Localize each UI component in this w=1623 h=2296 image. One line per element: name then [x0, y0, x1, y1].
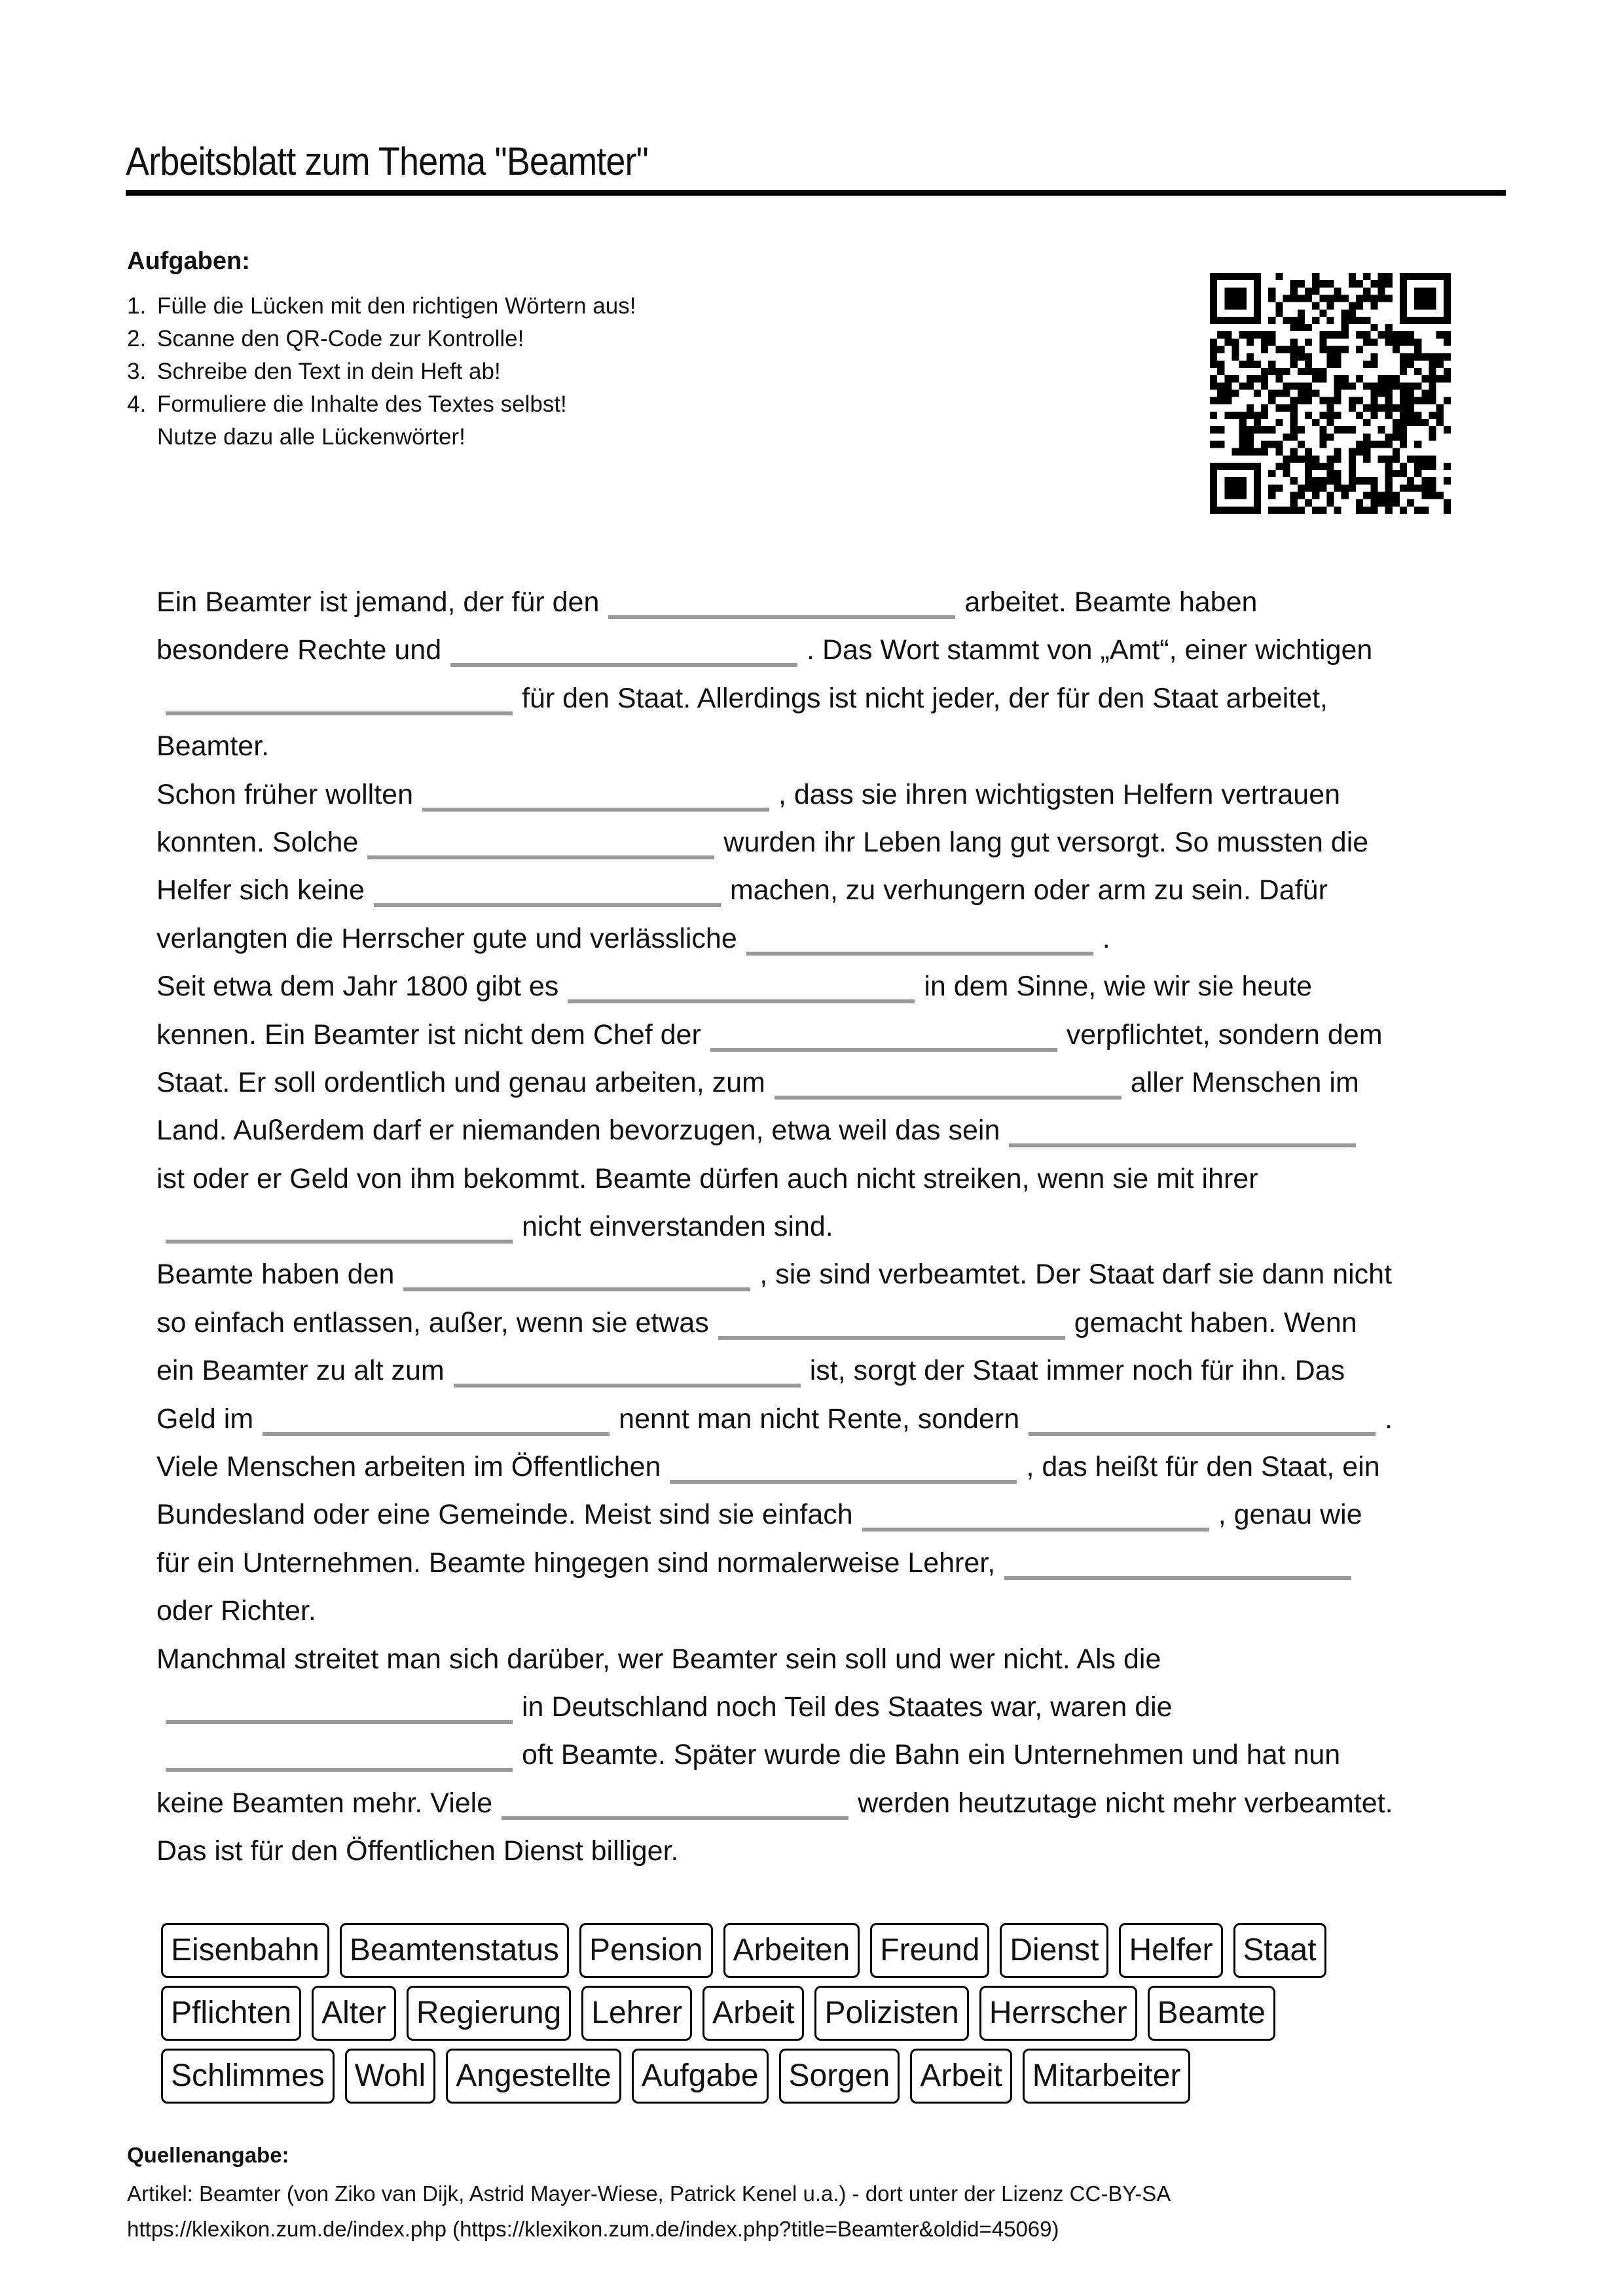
text-segment: Viele Menschen arbeiten im Öffentlichen	[156, 1451, 661, 1483]
text-segment: wurden ihr Leben lang gut versorgt. So mussten die	[723, 826, 1369, 858]
task-continuation: Nutze dazu alle Lückenwörter!	[157, 424, 465, 450]
text-segment: , sie sind verbeamtet. Der Staat darf sie dann nicht	[759, 1259, 1393, 1291]
text-segment: aller Menschen im	[1130, 1066, 1359, 1098]
word-bank-row	[161, 1986, 1326, 2041]
text-segment: nennt man nicht Rente, sondern	[619, 1403, 1020, 1435]
text-line	[156, 1780, 1393, 1827]
text-line	[156, 579, 1393, 626]
text-line	[156, 1347, 1393, 1395]
word-card[interactable]: Freund	[870, 1923, 989, 1978]
source-line-url: https://klexikon.zum.de/index.php (https://klexikon.zum.de/index.php?title=Beamter&oldid=45069)	[127, 2217, 1059, 2241]
text-segment: ein Beamter zu alt zum	[156, 1355, 445, 1387]
text-segment: oft Beamte. Später wurde die Bahn ein Unternehmen und hat nun	[522, 1739, 1341, 1771]
word-card[interactable]: Eisenbahn	[161, 1923, 329, 1978]
text-line	[156, 1251, 1393, 1299]
text-line	[156, 1636, 1393, 1683]
text-segment: , genau wie	[1218, 1499, 1362, 1531]
blank-field[interactable]	[501, 1790, 848, 1820]
text-segment: . Das Wort stammt von „Amt“, einer wichtigen	[807, 634, 1373, 666]
blank-field[interactable]	[422, 781, 769, 812]
task-number: 4.	[127, 391, 147, 417]
task-text: Formuliere die Inhalte des Textes selbst!	[157, 391, 567, 417]
task-item	[127, 388, 636, 454]
text-segment: Staat. Er soll ordentlich und genau arbeiten, zum	[156, 1066, 765, 1098]
text-segment: , das heißt für den Staat, ein	[1026, 1451, 1380, 1483]
text-segment: ist oder er Geld von ihm bekommt. Beamte dürfen auch nicht streiken, wenn sie mit ihrer	[156, 1162, 1258, 1194]
text-segment: , dass sie ihren wichtigsten Helfern vertrauen	[778, 778, 1341, 810]
word-card[interactable]: Alter	[312, 1986, 396, 2041]
text-line	[156, 1827, 1393, 1875]
cloze-text	[156, 579, 1393, 1876]
text-line	[156, 675, 1393, 723]
task-item	[127, 290, 636, 323]
text-line	[156, 1587, 1393, 1635]
text-segment: .	[1385, 1403, 1393, 1435]
text-line	[156, 1011, 1393, 1059]
task-list	[127, 290, 636, 454]
text-segment: .	[1102, 922, 1110, 954]
text-segment: Land. Außerdem darf er niemanden bevorzugen, etwa weil das sein	[156, 1115, 1000, 1147]
task-item	[127, 355, 636, 388]
word-card[interactable]: Sorgen	[779, 2049, 900, 2104]
blank-field[interactable]	[568, 973, 915, 1003]
word-card[interactable]: Herrscher	[979, 1986, 1137, 2041]
word-card[interactable]: Arbeit	[910, 2049, 1012, 2104]
source-line-article: Artikel: Beamter (von Ziko van Dijk, Astrid Mayer-Wiese, Patrick Kenel u.a.) - dort unter der Lizenz CC-BY-SA	[127, 2181, 1171, 2206]
text-segment: gemacht haben. Wenn	[1074, 1306, 1357, 1338]
text-segment: oder Richter.	[156, 1595, 316, 1627]
text-line	[156, 1443, 1393, 1491]
word-card[interactable]: Dienst	[1000, 1923, 1108, 1978]
text-segment: kennen. Ein Beamter ist nicht dem Chef der	[156, 1018, 701, 1050]
word-card[interactable]: Arbeiten	[723, 1923, 860, 1978]
text-line	[156, 1539, 1393, 1587]
task-number: 3.	[127, 359, 147, 384]
blank-field[interactable]	[166, 1694, 513, 1724]
blank-field[interactable]	[608, 589, 955, 619]
blank-field[interactable]	[450, 637, 797, 667]
word-card[interactable]: Lehrer	[581, 1986, 692, 2041]
text-segment: werden heutzutage nicht mehr verbeamtet.	[858, 1787, 1393, 1819]
blank-field[interactable]	[718, 1310, 1065, 1340]
word-card[interactable]: Arbeit	[702, 1986, 804, 2041]
text-segment: so einfach entlassen, außer, wenn sie etwas	[156, 1306, 709, 1338]
source-text	[127, 2176, 1171, 2247]
task-item	[127, 323, 636, 355]
word-bank-row	[161, 2049, 1326, 2104]
blank-field[interactable]	[166, 1742, 513, 1772]
blank-field[interactable]	[1004, 1550, 1351, 1580]
text-segment: Helfer sich keine	[156, 874, 365, 906]
text-segment: Ein Beamter ist jemand, der für den	[156, 586, 600, 618]
text-line	[156, 867, 1393, 914]
blank-field[interactable]	[1029, 1406, 1376, 1436]
blank-field[interactable]	[403, 1261, 750, 1291]
word-bank	[161, 1923, 1326, 2111]
qr-code	[1210, 273, 1451, 514]
word-card[interactable]: Mitarbeiter	[1023, 2049, 1191, 2104]
text-segment: Das ist für den Öffentlichen Dienst billiger.	[156, 1835, 679, 1867]
text-segment: konnten. Solche	[156, 826, 359, 858]
word-bank-row	[161, 1923, 1326, 1978]
word-card[interactable]: Wohl	[345, 2049, 436, 2104]
task-text: Schreibe den Text in dein Heft ab!	[157, 359, 501, 384]
text-line	[156, 723, 1393, 770]
blank-field[interactable]	[746, 925, 1093, 956]
text-segment: Beamte haben den	[156, 1259, 395, 1291]
blank-field[interactable]	[166, 1213, 513, 1244]
text-line	[156, 1107, 1393, 1155]
text-segment: für den Staat. Allerdings ist nicht jeder, der für den Staat arbeitet,	[522, 682, 1328, 714]
word-card[interactable]: Polizisten	[814, 1986, 968, 2041]
text-segment: Beamter.	[156, 730, 270, 762]
word-card[interactable]: Angestellte	[446, 2049, 621, 2104]
text-segment: verpflichtet, sondern dem	[1066, 1018, 1383, 1050]
word-card[interactable]: Beamtenstatus	[340, 1923, 569, 1978]
text-line	[156, 1299, 1393, 1347]
text-line	[156, 1059, 1393, 1107]
text-line	[156, 915, 1393, 963]
text-line	[156, 1155, 1393, 1203]
text-segment: nicht einverstanden sind.	[522, 1211, 833, 1243]
task-number: 2.	[127, 326, 147, 351]
text-line	[156, 819, 1393, 867]
blank-field[interactable]	[775, 1069, 1122, 1100]
blank-field[interactable]	[670, 1454, 1017, 1484]
blank-field[interactable]	[374, 877, 721, 907]
page-title: Arbeitsblatt zum Thema "Beamter"	[126, 139, 648, 183]
task-number: 1.	[127, 293, 147, 319]
title-divider	[126, 190, 1506, 196]
text-segment: arbeitet. Beamte haben	[964, 586, 1258, 618]
blank-field[interactable]	[862, 1501, 1209, 1532]
text-segment: in Deutschland noch Teil des Staates war, waren die	[522, 1691, 1173, 1723]
text-segment: Bundesland oder eine Gemeinde. Meist sind sie einfach	[156, 1499, 853, 1531]
text-line	[156, 626, 1393, 674]
text-line	[156, 1491, 1393, 1539]
text-segment: ist, sorgt der Staat immer noch für ihn. Das	[809, 1355, 1345, 1387]
text-line	[156, 1683, 1393, 1731]
text-line	[156, 1395, 1393, 1443]
source-heading: Quellenangabe:	[127, 2143, 289, 2167]
word-card[interactable]: Helfer	[1119, 1923, 1222, 1978]
text-segment: keine Beamten mehr. Viele	[156, 1787, 493, 1819]
text-line	[156, 1731, 1393, 1779]
task-text: Scanne den QR-Code zur Kontrolle!	[157, 326, 524, 351]
text-segment: Seit etwa dem Jahr 1800 gibt es	[156, 971, 559, 1003]
word-card[interactable]: Staat	[1233, 1923, 1326, 1978]
tasks-heading: Aufgaben:	[127, 247, 250, 275]
word-card[interactable]: Aufgabe	[632, 2049, 769, 2104]
text-segment: Manchmal streitet man sich darüber, wer Beamter sein soll und wer nicht. Als die	[156, 1643, 1161, 1675]
blank-field[interactable]	[166, 685, 513, 715]
text-segment: Geld im	[156, 1403, 254, 1435]
text-line	[156, 771, 1393, 819]
blank-field[interactable]	[1009, 1117, 1356, 1147]
text-segment: Schon früher wollten	[156, 778, 413, 810]
blank-field[interactable]	[367, 829, 714, 859]
word-card[interactable]: Beamte	[1148, 1986, 1275, 2041]
text-line	[156, 963, 1393, 1011]
word-card[interactable]: Pension	[579, 1923, 712, 1978]
blank-field[interactable]	[263, 1406, 610, 1436]
word-card[interactable]: Regierung	[407, 1986, 571, 2041]
task-text: Fülle die Lücken mit den richtigen Wörtern aus!	[157, 293, 636, 319]
blank-field[interactable]	[454, 1357, 801, 1388]
text-segment: verlangten die Herrscher gute und verlässliche	[156, 922, 737, 954]
text-segment: besondere Rechte und	[156, 634, 442, 666]
text-segment: in dem Sinne, wie wir sie heute	[924, 971, 1313, 1003]
word-card[interactable]: Pflichten	[161, 1986, 301, 2041]
blank-field[interactable]	[710, 1022, 1057, 1052]
text-segment: für ein Unternehmen. Beamte hingegen sind normalerweise Lehrer,	[156, 1547, 996, 1579]
text-segment: machen, zu verhungern oder arm zu sein. Dafür	[729, 874, 1328, 906]
text-line	[156, 1203, 1393, 1251]
word-card[interactable]: Schlimmes	[161, 2049, 335, 2104]
